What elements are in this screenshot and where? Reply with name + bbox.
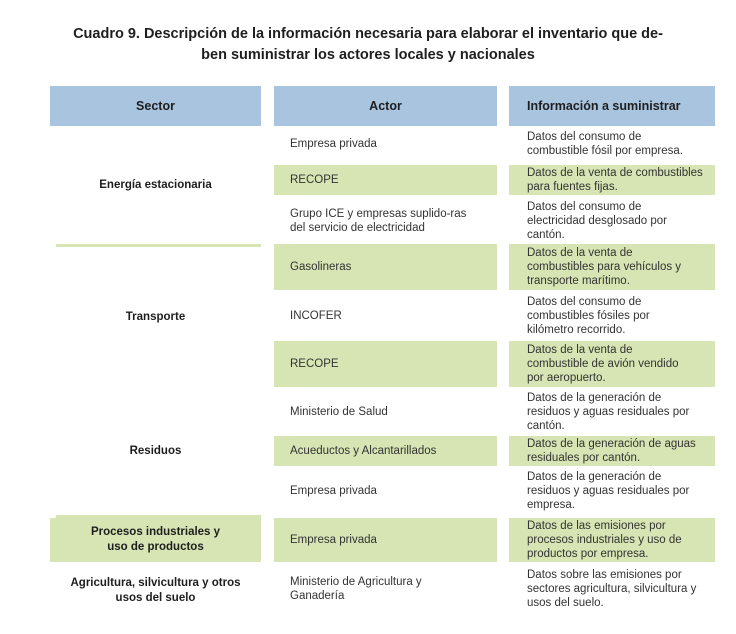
header-sector: Sector bbox=[50, 86, 261, 126]
table-cell-info bbox=[509, 468, 715, 514]
table-title-line-2: ben suministrar los actores locales y nacionales bbox=[201, 47, 535, 63]
table-cell-info bbox=[509, 198, 715, 244]
table-cell-info-text: Datos sobre las emisiones por sectores agricultura, silvicultura y usos del suelo. bbox=[527, 569, 697, 609]
table-cell-info-text: Datos del consumo de electricidad desglosado por cantón. bbox=[527, 201, 668, 241]
table-cell-actor: Gasolineras bbox=[274, 244, 497, 290]
table-cell-info-text: Datos de la generación de residuos y aguas residuales por empresa. bbox=[527, 471, 690, 511]
table-cell-actor: RECOPE bbox=[274, 341, 497, 387]
table-cell-actor: Acueductos y Alcantarillados bbox=[274, 436, 497, 466]
table-title-line-1: Cuadro 9. Descripción de la información necesaria para elaborar el inventario que de- bbox=[73, 26, 663, 42]
table-cell-actor: Empresa privada bbox=[290, 485, 377, 497]
sector-energia: Energía estacionaria bbox=[99, 178, 212, 191]
sector-residuos: Residuos bbox=[129, 445, 182, 457]
table-cell-info bbox=[509, 126, 715, 162]
table-cell-info bbox=[509, 564, 715, 614]
table-cell-actor bbox=[274, 564, 497, 614]
sector-agricultura-label: Agricultura, silvicultura y otros usos del suelo bbox=[70, 577, 241, 604]
sector-transporte: Transporte bbox=[125, 311, 186, 323]
table-cell-actor: RECOPE bbox=[274, 165, 497, 195]
table-cell-info-text: Datos de la venta de combustibles para fuentes fijas. bbox=[527, 167, 703, 193]
table-cell-info bbox=[509, 244, 715, 290]
table-cell-info bbox=[509, 165, 715, 195]
sector-procesos-label: Procesos industriales y uso de productos bbox=[90, 526, 221, 553]
table-cell-info-text: Datos de las emisiones por procesos industriales y uso de productos por empresa. bbox=[527, 520, 682, 560]
table-cell-actor-text: Ministerio de Agricultura y Ganadería bbox=[290, 576, 422, 602]
table-title bbox=[40, 24, 696, 66]
table-cell-info-text: Datos de la generación de residuos y aguas residuales por cantón. bbox=[527, 392, 690, 432]
table-cell-actor: INCOFER bbox=[290, 310, 342, 322]
sector-agricultura bbox=[50, 562, 261, 620]
table-cell-actor: Empresa privada bbox=[290, 138, 377, 150]
table-cell-actor: Empresa privada bbox=[274, 518, 497, 562]
table-cell-info bbox=[509, 341, 715, 387]
table-cell-info bbox=[509, 518, 715, 562]
table-cell-actor bbox=[274, 198, 497, 244]
table-cell-info-text: Datos del consumo de combustible fósil por empresa. bbox=[527, 131, 683, 157]
table-cell-info-text: Datos del consumo de combustibles fósiles por kilómetro recorrido. bbox=[527, 296, 650, 336]
table-cell-actor: Ministerio de Salud bbox=[290, 406, 388, 418]
table-cell-info bbox=[509, 390, 715, 434]
table-cell-info-text: Datos de la generación de aguas residuales por cantón. bbox=[527, 438, 696, 464]
table-cell-info-text: Datos de la venta de combustibles para vehículos y transporte marítimo. bbox=[527, 247, 682, 287]
table-cell-actor-text: Grupo ICE y empresas suplido-ras del servicio de electricidad bbox=[290, 208, 467, 234]
header-actor: Actor bbox=[274, 86, 497, 126]
sector-procesos bbox=[50, 518, 261, 562]
header-info: Información a suministrar bbox=[509, 86, 715, 126]
table-cell-info bbox=[509, 293, 715, 339]
table-cell-info-text: Datos de la venta de combustible de avión vendido por aeropuerto. bbox=[527, 344, 679, 384]
table-cell-info bbox=[509, 436, 715, 466]
